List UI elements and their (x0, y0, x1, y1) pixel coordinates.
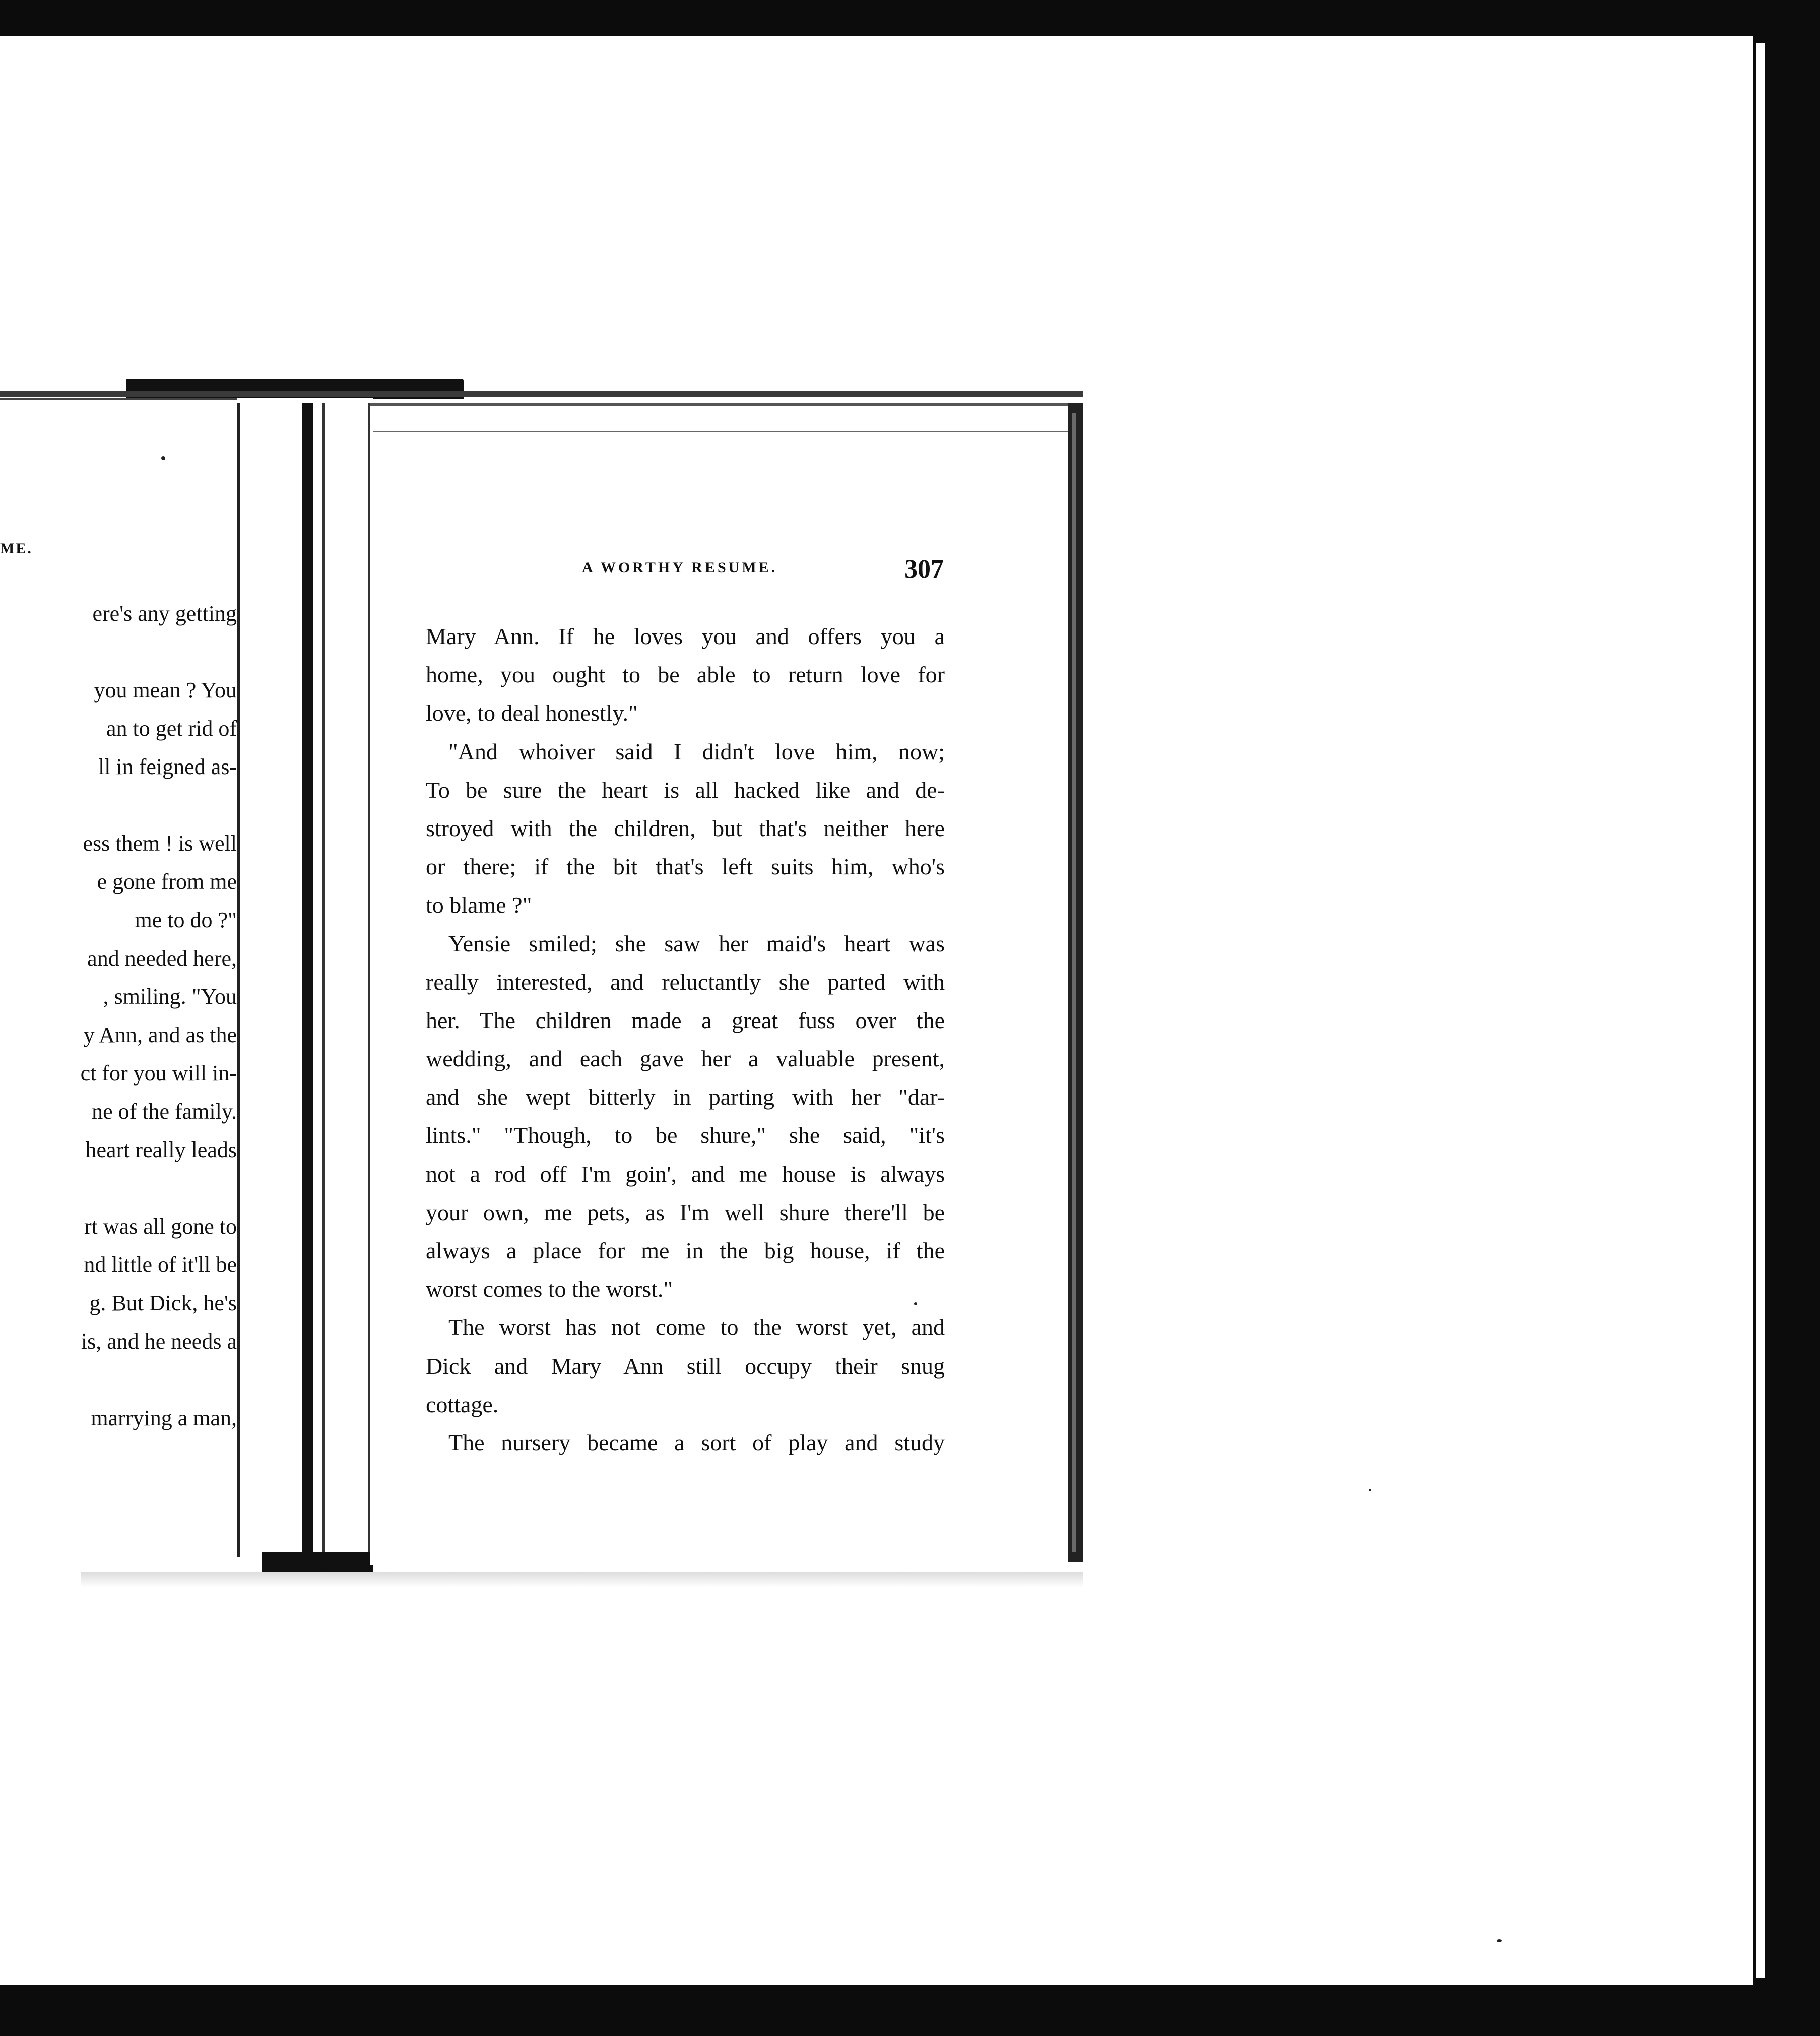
text-line: really interested, and reluctantly she parted with (426, 969, 945, 995)
scan-speck (1497, 1939, 1502, 1942)
right-page-text (426, 617, 945, 1462)
left-text-line (0, 786, 237, 824)
text-line: "And whoiver said I didn't love him, now; (448, 738, 945, 765)
left-page-text (0, 595, 237, 1437)
left-text-line: ct for you will in- (80, 1061, 237, 1086)
gutter-fold (322, 403, 325, 1562)
left-text-line: is, and he needs a (81, 1329, 237, 1354)
text-line: to blame ?" (426, 892, 532, 918)
text-line: lints." "Though, to be shure," she said, "it's (426, 1122, 945, 1149)
gutter-binding (302, 403, 313, 1572)
book-top-edge (0, 391, 1083, 397)
text-line: your own, me pets, as I'm well shure there'll be (426, 1199, 945, 1225)
text-line: Yensie smiled; she saw her maid's heart was (448, 930, 945, 957)
left-text-line (0, 1169, 237, 1207)
left-text-line: you mean ? You (94, 678, 237, 703)
left-text-line: y Ann, and as the (83, 1023, 237, 1047)
text-line: her. The children made a great fuss over the (426, 1007, 945, 1033)
left-text-line: nd little of it'll be (84, 1252, 237, 1277)
text-line: wedding, and each gave her a valuable present, (426, 1046, 945, 1072)
left-text-line: and needed here, (87, 946, 237, 971)
left-text-line: e gone from me (97, 869, 237, 894)
text-line: worst comes to the worst." (426, 1276, 673, 1302)
gutter-edge (237, 403, 240, 1557)
text-line: always a place for me in the big house, if the (426, 1238, 945, 1263)
scan-speck (161, 456, 165, 460)
right-page-edge-highlight (1072, 413, 1076, 1552)
left-text-line: me to do ?" (135, 908, 237, 932)
left-text-line (0, 1361, 237, 1399)
left-text-line: ess them ! is well (83, 831, 237, 856)
left-text-line: , smiling. "You (103, 984, 237, 1009)
left-text-line (0, 633, 237, 671)
text-line: or there; if the bit that's left suits him, who's (426, 854, 945, 880)
text-line: The worst has not come to the worst yet, and (448, 1314, 945, 1341)
text-line: cottage. (426, 1391, 499, 1417)
scan-speck (1369, 1489, 1371, 1491)
left-text-line: ll in feigned as- (98, 754, 237, 779)
text-line: The nursery became a sort of play and study (448, 1429, 945, 1455)
text-line: Mary Ann. If he loves you and offers you a (426, 623, 945, 649)
text-line: stroyed with the children, but that's neither here (426, 815, 945, 841)
text-line: To be sure the heart is all hacked like and de- (426, 777, 945, 803)
left-text-line: ne of the family. (92, 1099, 237, 1124)
left-text-line: rt was all gone to (84, 1214, 237, 1239)
left-text-line: marrying a man, (91, 1406, 237, 1430)
left-text-line: heart really leads (85, 1137, 237, 1162)
book-bottom-edge (81, 1572, 1083, 1587)
scan-speck (914, 1302, 917, 1305)
scan-frame-right-gap (1756, 43, 1765, 1978)
text-line: love, to deal honestly." (426, 700, 638, 726)
left-text-line: an to get rid of (106, 716, 237, 741)
running-head: A WORTHY RESUME. (582, 559, 778, 576)
right-page-top-rule (373, 431, 1071, 432)
text-line: home, you ought to be able to return love for (426, 662, 945, 688)
left-running-head: ME. (0, 540, 33, 557)
scan-frame-top (0, 0, 1820, 36)
left-text-line: g. But Dick, he's (89, 1291, 237, 1315)
scan-frame-bottom (0, 1985, 1820, 2036)
text-line: Dick and Mary Ann still occupy their snug (426, 1353, 945, 1379)
gutter-base (262, 1552, 373, 1572)
page-number: 307 (904, 555, 944, 584)
text-line: and she wept bitterly in parting with her "dar- (426, 1084, 945, 1110)
left-text-line: ere's any getting (92, 601, 237, 626)
text-line: not a rod off I'm goin', and me house is always (426, 1161, 945, 1187)
